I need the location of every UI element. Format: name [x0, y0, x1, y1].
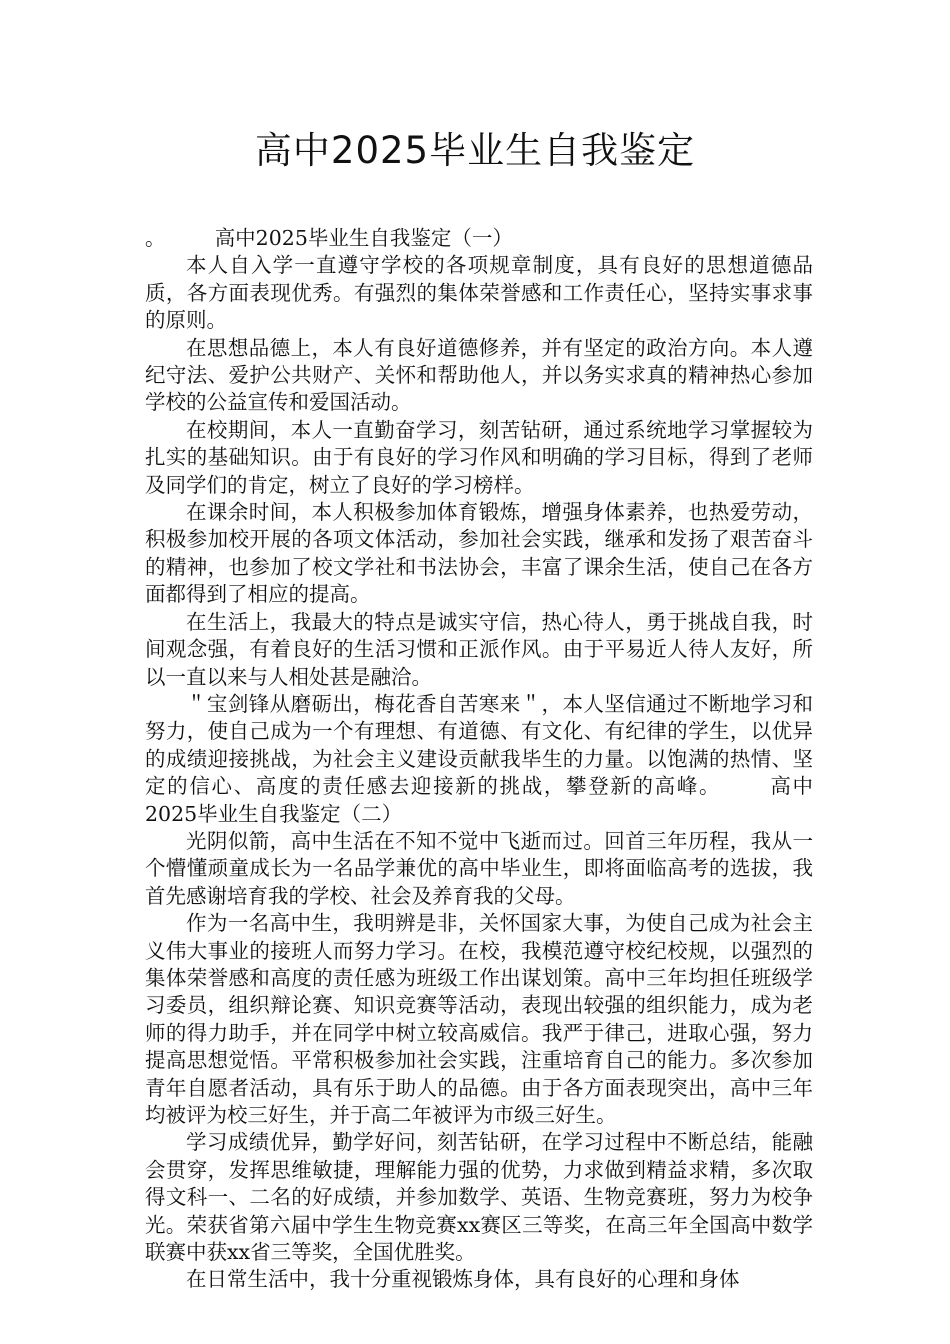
paragraph: 在课余时间，本人积极参加体育锻炼，增强身体素养，也热爱劳动，积极参加校开展的各项文体活动，参加社会实践，继承和发扬了艰苦奋斗的精神，也参加了校文学社和书法协会，丰富了课余生活，使自己在各方面都得到了相应的提高。 — [145, 500, 813, 607]
paragraph: 作为一名高中生，我明辨是非，关怀国家大事，为使自己成为社会主义伟大事业的接班人而努力学习。在校，我模范遵守校纪校规，以强烈的集体荣誉感和高度的责任感为班级工作出谋划策。高中三年均担任班级学习委员，组织辩论赛、知识竞赛等活动，表现出较强的组织能力，成为老师的得力助手，并在同学中树立较高威信。我严于律己，进取心强，努力提高思想觉悟。平常积极参加社会实践，注重培育自己的能力。多次参加青年自愿者活动，具有乐于助人的品德。由于各方面表现突出，高中三年均被评为校三好生，并于高二年被评为市级三好生。 — [145, 911, 813, 1127]
paragraph: 在生活上，我最大的特点是诚实守信，热心待人，勇于挑战自我，时间观念强，有着良好的生活习惯和正派作风。由于平易近人待人友好，所以一直以来与人相处甚是融洽。 — [145, 609, 813, 689]
paragraph: 学习成绩优异，勤学好问，刻苦钻研，在学习过程中不断总结，能融会贯穿，发挥思维敏捷，理解能力强的优势，力求做到精益求精，多次取得文科一、二名的好成绩，并参加数学、英语、生物竞赛班，努力为校争光。荣获省第六届中学生生物竞赛xx赛区三等奖，在高三年全国高中数学联赛中获xx省三等奖，全国优胜奖。 — [145, 1130, 813, 1265]
paragraph: 在校期间，本人一直勤奋学习，刻苦钻研，通过系统地学习掌握较为扎实的基础知识。由于有良好的学习作风和明确的学习目标，得到了老师及同学们的肯定，树立了良好的学习榜样。 — [145, 417, 813, 497]
document-body — [145, 225, 813, 1294]
paragraph: 本人自入学一直遵守学校的各项规章制度，具有良好的思想道德品质，各方面表现优秀。有强烈的集体荣誉感和工作责任心，坚持实事求事的原则。 — [145, 253, 813, 333]
paragraph: 光阴似箭，高中生活在不知不觉中飞逝而过。回首三年历程，我从一个懵懂顽童成长为一名品学兼优的高中毕业生，即将面临高考的选拔，我首先感谢培育我的学校、社会及养育我的父母。 — [145, 828, 813, 908]
section-2-heading: 高中2025毕业生自我鉴定（二） — [145, 774, 814, 826]
paragraph: 在日常生活中，我十分重视锻炼身体，具有良好的心理和身体 — [186, 1267, 740, 1292]
section-1-heading-line — [145, 225, 813, 252]
closing-text: ＂宝剑锋从磨砺出，梅花香自苦寒来＂，本人坚信通过不断地学习和努力，使自己成为一个有理想、有道德、有文化、有纪律的学生，以优异的成绩迎接挑战，为社会主义建设贡献我毕生的力量。以饱满的热情、坚定的信心、高度的责任感去迎接新的挑战，攀登新的高峰。 — [145, 691, 813, 799]
paragraph: 在思想品德上，本人有良好道德修养，并有坚定的政治方向。本人遵纪守法、爱护公共财产、关怀和帮助他人，并以务实求真的精神热心参加学校的公益宣传和爱国活动。 — [145, 335, 813, 415]
section-1-heading: 高中2025毕业生自我鉴定（一） — [214, 226, 513, 250]
document-title: 高中2025毕业生自我鉴定 — [254, 129, 696, 172]
closing-paragraph — [145, 691, 813, 828]
lead-mark: 。 — [145, 226, 166, 250]
